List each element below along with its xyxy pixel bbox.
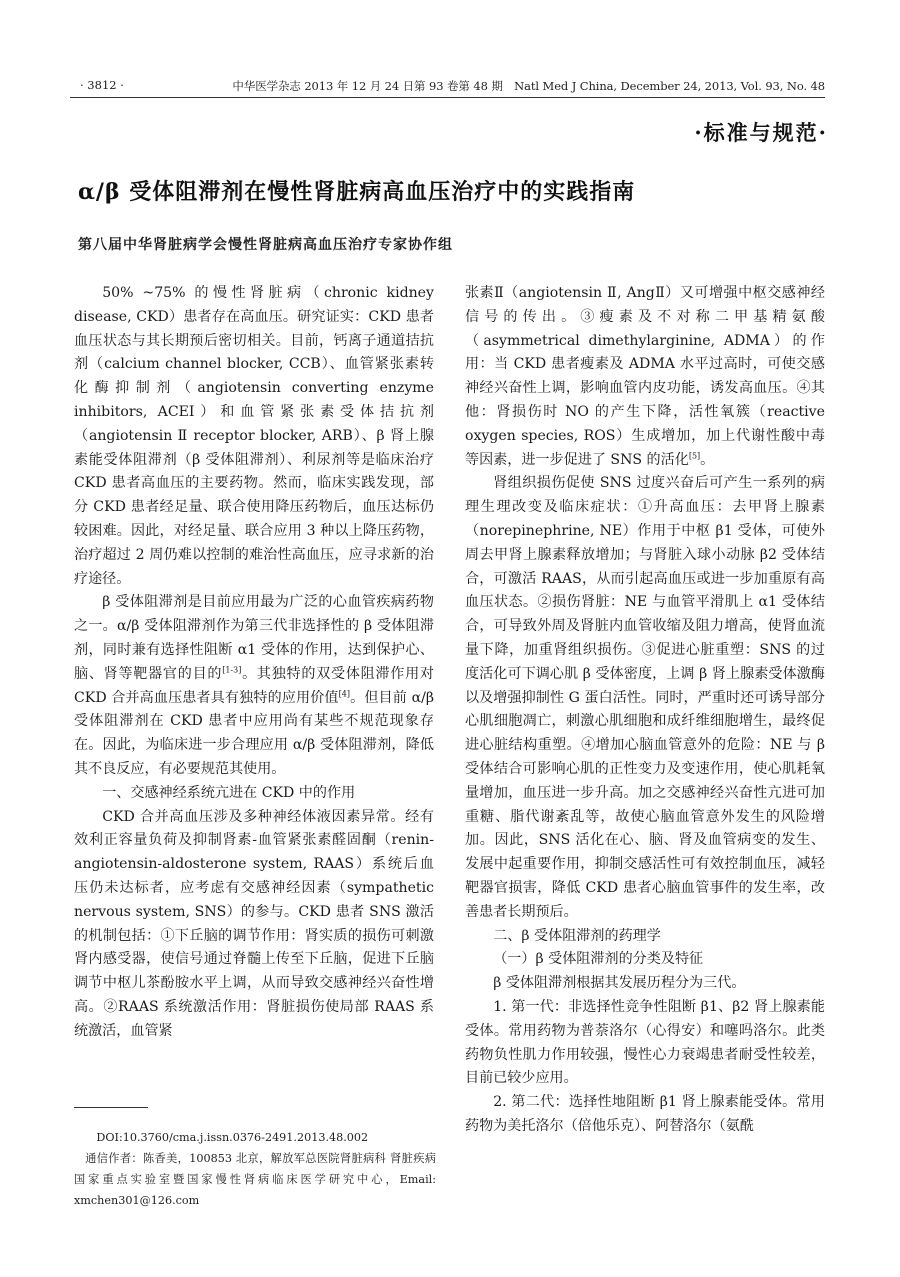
citation-ref: [1-3]: [222, 665, 242, 675]
paragraph-second-generation: 2. 第二代：选择性地阻断 β1 肾上腺素能受体。常用药物为美托洛尔（倍他乐克）、阿替洛尔（氨酰: [465, 1094, 825, 1134]
section-label: ·标准与规范·: [694, 120, 828, 145]
left-column: [74, 282, 434, 1044]
corresponding-author: 通信作者：陈香美，100853 北京，解放军总医院肾脏病科 肾脏疾病国家重点实验室暨国家慢性肾病临床医学研究中心，Email: xmchen301@126.com: [74, 1152, 436, 1207]
paragraph-generations: β 受体阻滞剂根据其发展历程分为三代。: [493, 975, 746, 992]
citation-ref: [4]: [338, 688, 350, 698]
paragraph-pathophysiology: 肾组织损伤促使 SNS 过度兴奋后可产生一系列的病理生理改变及临床症状：①升高血压：去甲肾上腺素（norepinephrine, NE）作用于中枢 β1 受体，可使外周去甲肾上腺素释放增加；与肾脏入球小动脉 β2 受体结合，可激活 RAAS，从而引起高血压或进一步加重原有高血压状态。②损伤肾脏：NE 与血管平滑肌上 α1 受体结合，可导致外周及肾脏内血管收缩及阻力增高，使肾血流量下降，加重肾组织损伤。③促进心脏重塑：SNS 的过度活化可下调心肌 β 受体密度，上调 β 肾上腺素受体激酶以及增强抑制性 G 蛋白活性。同时，严重时还可诱导部分心肌细胞凋亡，刺激心肌细胞和成纤维细胞增生，最终促进心脏结构重塑。④增加心脑血管意外的危险：NE 与 β 受体结合可影响心肌的正性变力及变速作用，使心肌耗氧量增加，血压进一步升高。加之交感神经兴奋性亢进可加重糖、脂代谢紊乱等，故使心脑血管意外发生的风险增加。因此，SNS 活化在心、脑、肾及血管病变的发生、发展中起重要作用，抑制交感活性可有效控制血压，减轻靶器官损害，降低 CKD 患者心脑血管事件的发生率，改善患者长期预后。: [465, 475, 825, 920]
header-rule: [70, 97, 825, 98]
paragraph-beta-blocker-overview: [74, 591, 434, 781]
right-column: [465, 282, 825, 1139]
footnotes: [74, 1127, 436, 1211]
paragraph-intro: 50% ~75% 的慢性肾脏病（chronic kidney disease, CKD）患者存在高血压。研究证实：CKD 患者血压状态与其长期预后密切相关。目前，钙离子通道拮抗剂（calcium channel blocker, CCB）、血管紧张素转化酶抑制剂（angiotensin converting enzyme inhibitors, ACEI）和血管紧张素受体拮抗剂（angiotensin Ⅱ receptor blocker, ARB）、β 肾上腺素能受体阻滞剂（β 受体阻滞剂）、利尿剂等是临床治疗 CKD 患者高血压的主要药物。然而，临床实践发现，部分 CKD 患者经足量、联合使用降压药物后，血压达标仍较困难。因此，对经足量、联合应用 3 种以上降压药物，治疗超过 2 周仍难以控制的难治性高血压，应寻求新的治疗途径。: [74, 285, 434, 587]
footnote-rule: [74, 1107, 148, 1108]
article-title: α/β 受体阻滞剂在慢性肾脏病高血压治疗中的实践指南: [78, 179, 636, 205]
section-heading-1: 一、交感神经系统亢进在 CKD 中的作用: [102, 784, 356, 801]
citation-ref: [5]: [688, 450, 701, 460]
subsection-heading: （一）β 受体阻滞剂的分类及特征: [493, 951, 704, 968]
page-number: · 3812 ·: [80, 78, 124, 92]
text-run: 。: [700, 451, 715, 468]
journal-citation: 中华医学杂志 2013 年 12 月 24 日第 93 卷第 48 期 Natl Med J China, December 24, 2013, Vol. 93, No. 48: [232, 79, 825, 93]
paragraph-sns-continued: [465, 282, 825, 472]
text-run: β 受体阻滞剂是目前应用最为广泛的心血管疾病药物之一。α/β 受体阻滞剂作为第三代非选择性的 β 受体阻滞剂，同时兼有选择性阻断 α1 受体的作用，达到保护心、脑、肾等靶器官的目的: [74, 594, 434, 682]
paragraph-first-generation: 1. 第一代：非选择性竞争性阻断 β1、β2 肾上腺素能受体。常用药物为普萘洛尔（心得安）和噻吗洛尔。此类药物负性肌力作用较强，慢性心力衰竭患者耐受性较差，目前已较少应用。: [465, 998, 825, 1087]
section-heading-2: 二、β 受体阻滞剂的药理学: [493, 927, 661, 944]
text-run: 。其独特的双受体阻滞作用对 CKD 合并高血压患者具有独特的应用价值: [74, 665, 435, 706]
page-header: [70, 76, 825, 96]
paragraph-sns-mechanism: CKD 合并高血压涉及多种神经体液因素异常。经有效利正容量负荷及抑制肾素-血管紧张素醛固酮（renin-angiotensin-aldosterone system, RAAS）系统后血压仍未达标者，应考虑有交感神经因素（sympathetic nervous system, SNS）的参与。CKD 患者 SNS 激活的机制包括：①下丘脑的调节作用：肾实质的损伤可刺激肾内感受器，使信号通过脊髓上传至下丘脑，促进下丘脑调节中枢儿茶酚胺水平上调，从而导致交感神经兴奋性增高。②RAAS 系统激活作用：肾脏损伤使局部 RAAS 系统激活，血管紧: [74, 808, 434, 1039]
author-group: 第八届中华肾脏病学会慢性肾脏病高血压治疗专家协作组: [78, 237, 453, 253]
text-run: 张素Ⅱ（angiotensin Ⅱ, AngⅡ）又可增强中枢交感神经信号的传出。③瘦素及不对称二甲基精氨酸（asymmetrical dimethylarginine, ADMA）的作用：当 CKD 患者瘦素及 ADMA 水平过高时，可使交感神经兴奋性上调，影响血管内皮功能，诱发高血压。④其他：肾损伤时 NO 的产生下降，活性氧簇（reactive oxygen species, ROS）生成增加，加上代谢性酸中毒等因素，进一步促进了 SNS 的活化: [465, 285, 825, 468]
doi: DOI:10.3760/cma.j.issn.0376-2491.2013.48.002: [96, 1131, 369, 1144]
text-run: 。但目前 α/β 受体阻滞剂在 CKD 患者中应用尚有某些不规范现象存在。因此，为临床进一步合理应用 α/β 受体阻滞剂，降低其不良反应，有必要规范其使用。: [74, 689, 434, 777]
